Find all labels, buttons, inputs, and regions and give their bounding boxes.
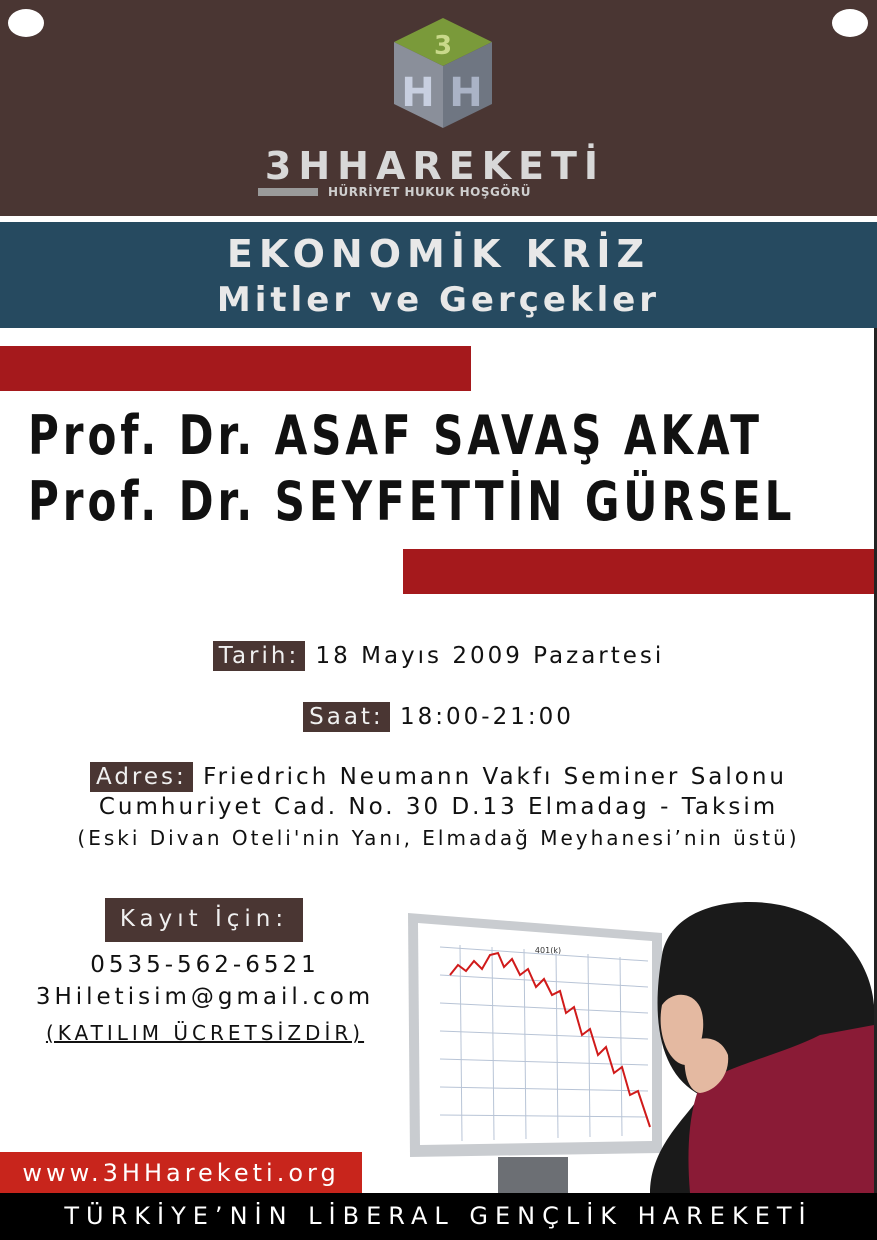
red-bar-top xyxy=(0,346,471,391)
date-row xyxy=(0,641,877,671)
registration-email: 3Hiletisim@gmail.com xyxy=(35,984,375,1010)
event-title: EKONOMİK KRİZ xyxy=(226,232,651,276)
monitor-title: 401(k) xyxy=(534,946,562,955)
address-row xyxy=(0,762,877,792)
website-link[interactable]: www.3HHareketi.org xyxy=(0,1152,362,1194)
speaker-1: Prof. Dr. ASAF SAVAŞ AKAT xyxy=(28,404,763,467)
registration-note xyxy=(0,1020,410,1046)
footer-slogan: TÜRKİYE’NİN LİBERAL GENÇLİK HAREKETİ xyxy=(0,1193,877,1240)
brand-name: 3HHAREKETİ xyxy=(264,144,606,188)
brand-tagline xyxy=(258,185,608,199)
tagline-bar xyxy=(258,188,318,196)
free-admission-note: (KATILIM ÜCRETSİZDİR) xyxy=(45,1021,365,1045)
date-label: Tarih: xyxy=(213,641,306,671)
address-label: Adres: xyxy=(90,762,193,792)
address-line-1: Friedrich Neumann Vakfı Seminer Salonu xyxy=(203,764,788,790)
time-label: Saat: xyxy=(303,702,390,732)
event-subtitle: Mitler ve Gerçekler xyxy=(216,280,661,320)
tagline-text: HÜRRİYET HUKUK HOŞGÖRÜ xyxy=(328,185,531,199)
svg-text:3: 3 xyxy=(433,31,453,61)
stressed-woman-chart-photo xyxy=(400,895,874,1193)
time-value: 18:00-21:00 xyxy=(400,704,574,730)
svg-text:H: H xyxy=(401,70,435,116)
svg-text:H: H xyxy=(449,70,483,116)
speaker-2: Prof. Dr. SEYFETTİN GÜRSEL xyxy=(28,470,796,533)
time-row xyxy=(0,702,877,732)
registration-phone: 0535-562-6521 xyxy=(90,952,320,978)
date-value: 18 Mayıs 2009 Pazartesi xyxy=(315,643,665,669)
punch-hole-right xyxy=(832,9,868,37)
3h-logo-icon xyxy=(388,14,498,132)
address-line-2: Cumhuriyet Cad. No. 30 D.13 Elmadag - Taksim xyxy=(98,794,779,820)
address-line-3: (Eski Divan Oteli'nin Yanı, Elmadağ Meyhanesi’nin üstü) xyxy=(77,826,800,850)
punch-hole-left xyxy=(8,9,44,37)
registration-label: Kayıt İçin: xyxy=(105,898,303,942)
red-bar-bottom xyxy=(403,549,874,594)
